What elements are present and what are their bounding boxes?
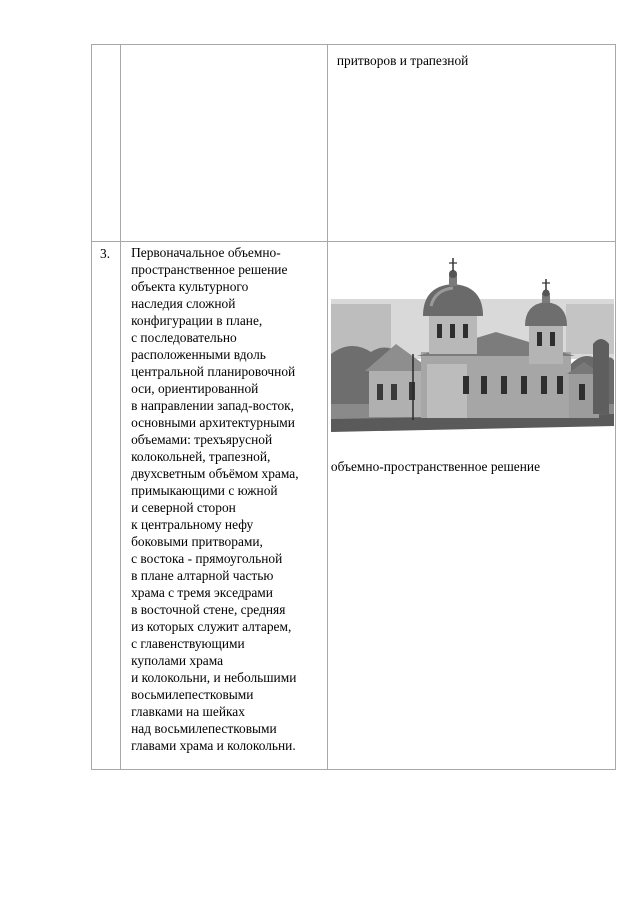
- description-line: пространственное решение: [131, 262, 288, 277]
- description-line: конфигурации в плане,: [131, 313, 263, 328]
- description-line: двухсветным объёмом храма,: [131, 466, 299, 481]
- description-line: и северной сторон: [131, 500, 236, 515]
- description-line: главками на шейках: [131, 704, 245, 719]
- description-line: оси, ориентированной: [131, 381, 259, 396]
- description-line: в направлении запад-восток,: [131, 398, 295, 413]
- heritage-table: [91, 44, 616, 770]
- table-row: [92, 45, 616, 242]
- description-line: с главенствующими: [131, 636, 245, 651]
- description-line: Первоначальное объемно-: [131, 245, 281, 260]
- photo-cell: [327, 45, 615, 242]
- description-line: объемами: трехъярусной: [131, 432, 273, 447]
- description-line: храма с тремя экседрами: [131, 585, 273, 600]
- description-line: наследия сложной: [131, 296, 236, 311]
- description-line: в плане алтарной частью: [131, 568, 274, 583]
- description-cell: [121, 242, 328, 770]
- description-line: главами храма и колокольни.: [131, 738, 296, 753]
- description-line: из которых служит алтарем,: [131, 619, 292, 634]
- description-cell: [121, 45, 328, 242]
- description-line: к центральному нефу: [131, 517, 254, 532]
- description-line: над восьмилепестковыми: [131, 721, 277, 736]
- description-line: объекта культурного: [131, 279, 249, 294]
- continuation-text: притворов и трапезной: [336, 53, 469, 68]
- description-line: боковыми притворами,: [131, 534, 263, 549]
- item-number: 3.: [100, 246, 111, 261]
- number-cell: [92, 45, 121, 242]
- description-line: центральной планировочной: [131, 364, 296, 379]
- description-line: основными архитектурными: [131, 415, 295, 430]
- description-line: и колокольни, и небольшими: [131, 670, 297, 685]
- description-line: куполами храма: [131, 653, 224, 668]
- description-line: с востока - прямоугольной: [131, 551, 283, 566]
- photo-caption: объемно-пространственное решение: [330, 459, 541, 474]
- description-line: восьмилепестковыми: [131, 687, 254, 702]
- church-photo-icon: [331, 244, 614, 454]
- description-line: колокольней, трапезной,: [131, 449, 271, 464]
- description-text: [121, 242, 327, 754]
- table-row: [92, 242, 616, 770]
- description-line: примыкающими с южной: [131, 483, 278, 498]
- description-line: с последовательно: [131, 330, 237, 345]
- description-line: расположенными вдоль: [131, 347, 266, 362]
- church-photo: [331, 244, 614, 454]
- photo-cell: [327, 242, 615, 770]
- number-cell: [92, 242, 121, 770]
- description-line: в восточной стене, средняя: [131, 602, 286, 617]
